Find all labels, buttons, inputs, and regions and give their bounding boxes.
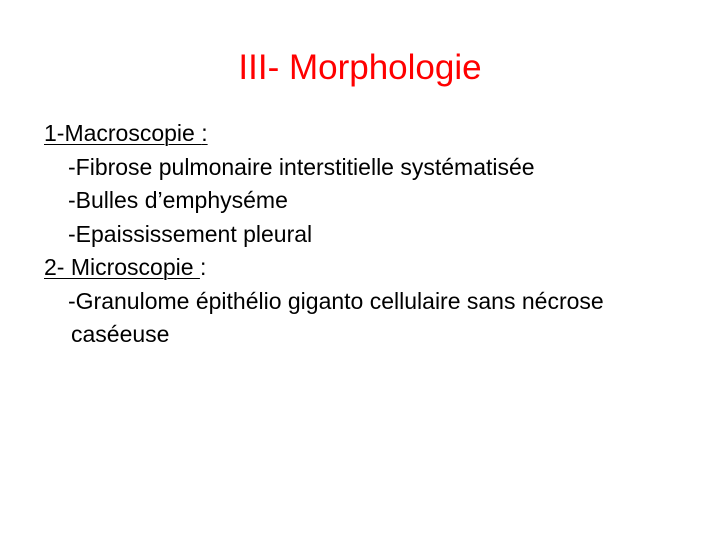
section-heading-text: 2- Microscopie	[44, 254, 200, 280]
section-heading-colon: :	[201, 120, 208, 146]
slide-content	[44, 117, 684, 352]
list-item-bulles: -Bulles d’emphyséme	[68, 187, 288, 213]
section-heading-microscopie	[44, 251, 684, 285]
list-item-epaississement: -Epaississement pleural	[68, 220, 313, 247]
section-heading-macroscopie	[44, 117, 684, 151]
list-item-granulome: -Granulome épithélio giganto cellulaire sans nécrose caséeuse	[68, 287, 604, 347]
section-heading-colon: :	[199, 254, 207, 280]
section-heading-text: 1-Macroscopie	[44, 120, 202, 146]
slide-title: III- Morphologie	[238, 48, 482, 87]
list-item-fibrose: -Fibrose pulmonaire interstitielle systématisée	[68, 153, 535, 180]
